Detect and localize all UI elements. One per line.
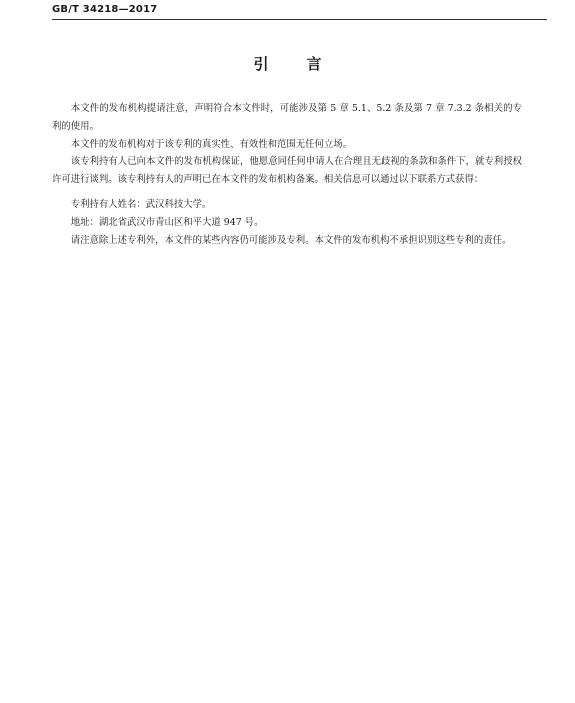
paragraph-no-position: 本文件的发布机构对于该专利的真实性、有效性和范围无任何立场。 — [70, 138, 353, 150]
standard-code: GB/T 34218—2017 — [52, 4, 158, 15]
paragraph-holder-address: 地址：湖北省武汉市青山区和平大道 947 号。 — [70, 216, 264, 228]
paragraph-holder-name: 专利持有人姓名：武汉科技大学。 — [70, 198, 212, 210]
paragraph-disclaimer: 请注意除上述专利外，本文件的某些内容仍可能涉及专利。本文件的发布机构不承担识别这些专利的责任。 — [70, 234, 512, 246]
header-rule — [52, 19, 547, 20]
paragraph-gap — [52, 189, 522, 196]
paragraph-patent-notice: 本文件的发布机构提请注意，声明符合本文件时，可能涉及第 5 章 5.1、5.2 条及第 7 章 7.3.2 条相关的专利的使用。 — [52, 103, 522, 132]
page-title: 引言 — [253, 55, 360, 73]
paragraph-licensing: 该专利持有人已向本文件的发布机构保证，他愿意同任何申请人在合理且无歧视的条款和条件下，就专利授权许可进行谈判。该专利持有人的声明已在本文件的发布机构备案。相关信息可以通过以下联系方式获得： — [52, 156, 522, 186]
introduction-body — [52, 100, 522, 249]
